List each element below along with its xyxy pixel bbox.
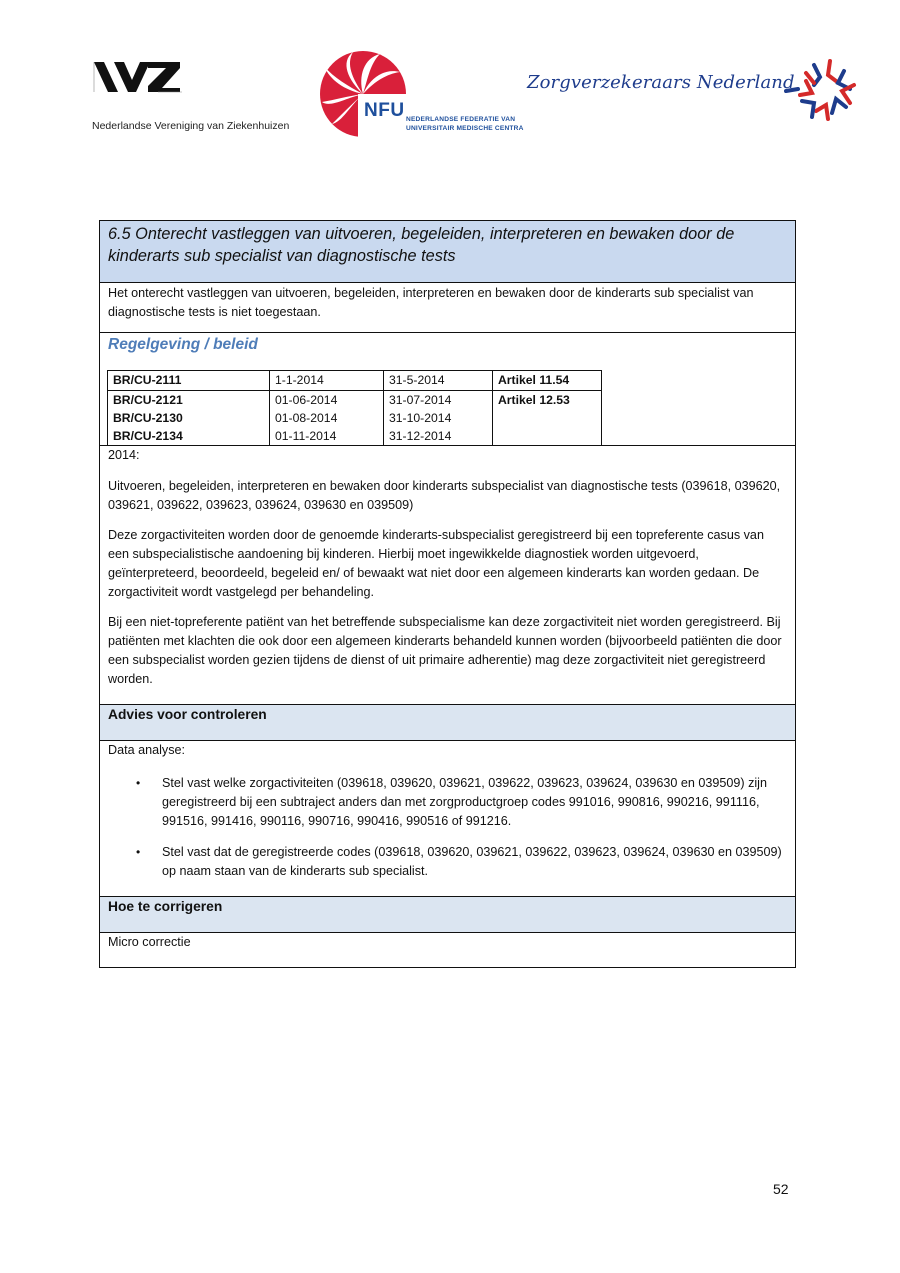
- advies-heading: Advies voor controleren: [108, 707, 267, 722]
- nvz-subtitle: Nederlandse Vereniging van Ziekenhuizen: [92, 120, 290, 132]
- end-date-cell: 31-5-2014: [384, 371, 493, 391]
- end-date-value: 31-10-2014: [389, 411, 452, 425]
- zn-figures-icon: [784, 55, 864, 125]
- description-row: [100, 446, 795, 705]
- code-cell: [108, 391, 270, 446]
- advies-content-row: [100, 741, 795, 897]
- end-date-value: 31-12-2014: [389, 429, 452, 443]
- advies-bullet-list: [108, 774, 787, 881]
- advies-heading-row: [100, 705, 795, 741]
- section-table: [99, 220, 796, 968]
- start-date-value: 01-11-2014: [275, 429, 337, 443]
- bullet-icon: •: [136, 776, 141, 790]
- section-title-row: [100, 221, 795, 283]
- start-date-cell: [270, 391, 384, 446]
- corrigeren-heading-row: [100, 897, 795, 933]
- bullet-icon: •: [136, 845, 141, 859]
- page-number: 52: [773, 1181, 789, 1197]
- regelgeving-heading: Regelgeving / beleid: [108, 336, 258, 353]
- end-date-cell: [384, 391, 493, 446]
- zn-wordmark: Zorgverzekeraars Nederland: [527, 72, 795, 93]
- end-date-value: 31-07-2014: [389, 393, 452, 407]
- start-date-value: 01-08-2014: [275, 411, 338, 425]
- code-value: BR/CU-2134: [113, 429, 183, 443]
- code-cell: BR/CU-2111: [108, 371, 270, 391]
- description-paragraph: Uitvoeren, begeleiden, interpreteren en bewaken door kinderarts subspecialist van diagnostische tests (039618, 039620, 039621, 039622, 039623, 039624, 039630 en 039509): [108, 479, 781, 512]
- code-value: BR/CU-2130: [113, 411, 183, 425]
- nfu-swirl-icon: [318, 50, 408, 138]
- year-label: 2014:: [108, 448, 140, 462]
- regelgeving-table: [107, 370, 602, 446]
- corrigeren-text: Micro correctie: [108, 935, 191, 949]
- nvz-mark-icon: [92, 60, 184, 94]
- nfu-line-1: NEDERLANDSE FEDERATIE VAN: [406, 116, 516, 123]
- artikel-cell: Artikel 12.53: [493, 391, 602, 446]
- start-date-cell: 1-1-2014: [270, 371, 384, 391]
- regelgeving-row: [100, 333, 795, 446]
- corrigeren-content-row: [100, 933, 795, 967]
- code-value: BR/CU-2121: [113, 393, 183, 407]
- nfu-line-2: UNIVERSITAIR MEDISCHE CENTRA: [406, 125, 524, 132]
- bullet-text: Stel vast welke zorgactiviteiten (039618, 039620, 039621, 039622, 039623, 039624, 039630 en 039509) zijn geregistreerd bij een subtraject anders dan met zorgproductgroep codes 991016, 990816, 990216, 991116, 991516, 991416, 990116, 990716, 990416, 990516 of 991216.: [162, 776, 767, 828]
- intro-row: [100, 283, 795, 333]
- nfu-wordmark: NFU: [364, 100, 405, 121]
- table-row: [108, 391, 602, 446]
- section-title: 6.5 Onterecht vastleggen van uitvoeren, begeleiden, interpreteren en bewaken door de kinderarts sub specialist van diagnostische tests: [108, 225, 735, 265]
- start-date-value: 01-06-2014: [275, 393, 338, 407]
- intro-text: Het onterecht vastleggen van uitvoeren, begeleiden, interpreteren en bewaken door de kinderarts sub specialist van diagnostische tests is niet toegestaan.: [108, 286, 754, 319]
- list-item: [108, 774, 787, 831]
- data-analyse-label: Data analyse:: [108, 743, 186, 757]
- bullet-text: Stel vast dat de geregistreerde codes (039618, 039620, 039621, 039622, 039623, 039624, 039630 en 039509) op naam staan van de kinderarts sub specialist.: [162, 845, 782, 878]
- nvz-logo: [92, 60, 312, 132]
- description-paragraph: Bij een niet-topreferente patiënt van het betreffende subspecialisme kan deze zorgactiviteit niet worden geregistreerd. Bij patiënten met klachten die ook door een algemeen kinderarts behandeld kunnen worden (bijvoorbeeld patiënten die door een subspecialist worden gezien tijdens de dienst of uit primaire adherentie) mag deze zorgactiviteit niet geregistreerd worden.: [108, 615, 782, 686]
- description-paragraph: Deze zorgactiviteiten worden door de genoemde kinderarts-subspecialist geregistreerd bij een topreferente casus van een subspecialistische aandoening bij kinderen. Hierbij moet ingewikkelde diagnostiek worden uitgevoerd, geïnterpreteerd, beoordeeld, begeleid en/ of bewaakt wat niet door een algemeen kinderarts kan worden gedaan. De zorgactiviteit wordt vastgelegd per behandeling.: [108, 528, 764, 599]
- nfu-logo: [318, 50, 528, 138]
- table-row: [108, 371, 602, 391]
- list-item: [108, 843, 787, 881]
- artikel-cell: Artikel 11.54: [493, 371, 602, 391]
- corrigeren-heading: Hoe te corrigeren: [108, 899, 223, 914]
